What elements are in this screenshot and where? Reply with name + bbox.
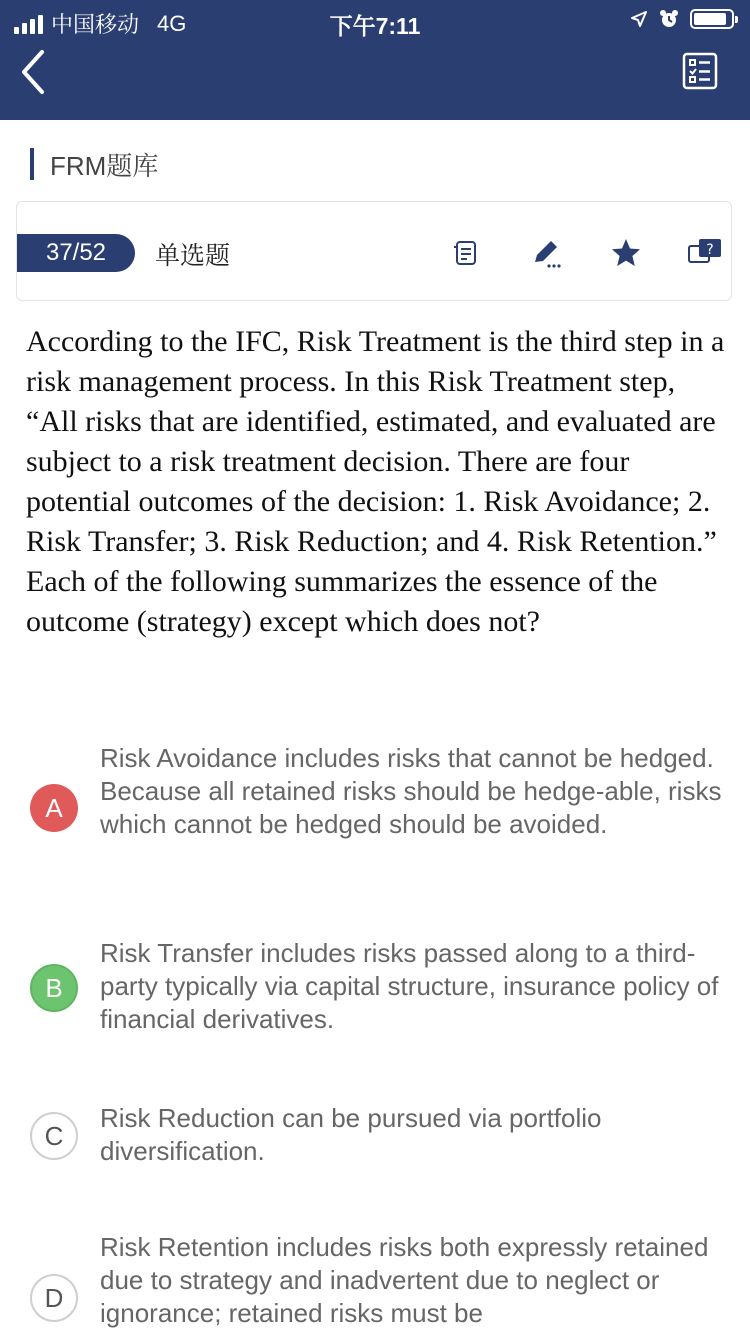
edit-button[interactable]	[529, 236, 563, 270]
question-card	[16, 201, 732, 301]
carrier-label: 中国移动	[51, 12, 140, 37]
status-right	[630, 8, 734, 30]
option-d-text: Risk Retention includes risks both expressly retained due to strategy and inadvertent due to neglect or ignorance; retained risks must be	[100, 1232, 709, 1328]
question-text: According to the IFC, Risk Treatment is the third step in a risk management process. In this Risk Treatment step, “All risks that are identified, estimated, and evaluated are subject to a risk treatment decision. There are four potential outcomes of the decision: 1. Risk Avoidance; 2. Risk Transfer; 3. Risk Reduction; and 4. Risk Retention.” Each of the following summarizes the essence of the outcome (strategy) except which does not?	[26, 325, 725, 638]
bank-title-text: FRM题库	[50, 150, 159, 181]
nav-bar	[0, 0, 750, 120]
status-bar	[0, 0, 750, 40]
chevron-left-icon	[14, 48, 54, 96]
title-accent-bar	[30, 148, 34, 180]
option-c-text: Risk Reduction can be pursued via portfolio diversification.	[100, 1103, 602, 1166]
question-counter: 37/52	[17, 234, 135, 272]
alarm-icon	[658, 8, 680, 30]
option-a-badge[interactable]: A	[30, 784, 78, 832]
notes-button[interactable]	[449, 236, 483, 270]
option-c[interactable]	[0, 1102, 750, 1182]
option-b-badge[interactable]: B	[30, 964, 78, 1012]
network-label: 4G	[157, 10, 187, 36]
option-c-badge[interactable]: C	[30, 1112, 78, 1160]
svg-text:?: ?	[706, 242, 714, 258]
location-icon	[630, 10, 648, 28]
answer-sheet-icon	[682, 52, 718, 90]
feedback-button[interactable]	[687, 236, 721, 270]
option-a[interactable]	[0, 742, 750, 882]
notes-icon	[449, 236, 483, 270]
back-button[interactable]	[14, 48, 54, 96]
favorite-button[interactable]	[609, 236, 643, 270]
option-a-text: Risk Avoidance includes risks that cannot be hedged. Because all retained risks should be hedge-able, risks which cannot be hedged should be avoided.	[100, 743, 722, 839]
option-d[interactable]	[0, 1231, 750, 1334]
option-b-text: Risk Transfer includes risks passed along to a third-party typically via capital structure, insurance policy of financial derivatives.	[100, 938, 719, 1034]
status-time: 下午7:11	[329, 13, 421, 39]
edit-icon	[529, 236, 563, 270]
option-b[interactable]	[0, 937, 750, 1047]
feedback-icon	[687, 236, 723, 270]
battery-icon	[690, 9, 734, 29]
star-icon	[609, 236, 643, 270]
question-type: 单选题	[155, 242, 231, 270]
option-d-badge[interactable]: D	[30, 1274, 78, 1322]
bank-title	[30, 146, 158, 182]
answer-sheet-button[interactable]	[682, 52, 718, 90]
